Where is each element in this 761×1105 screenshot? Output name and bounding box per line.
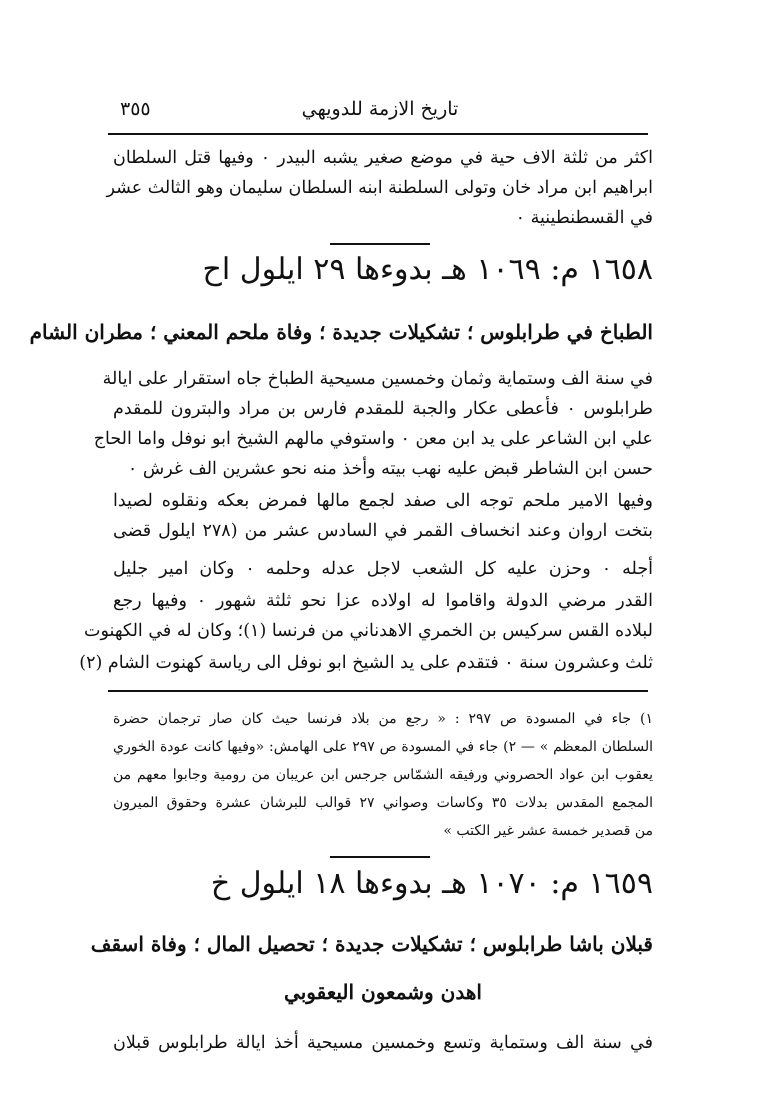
paragraph-line: أجله ٠ وحزن عليه كل الشعب لاجل عدله وحلمه ٠ وكان امير جليل	[113, 559, 653, 579]
section-divider	[330, 243, 430, 245]
section-divider	[330, 856, 430, 858]
paragraph-line: في سنة الف وستماية وثمان وخمسين مسيحية الطباخ جاه استقرار على ايالة	[102, 369, 653, 389]
footnote-line: من قصدير خمسة عشر غير الكتب »	[443, 823, 653, 839]
footnote-line: السلطان المعظم » — ٢) جاء في المسودة ص ٢٩٧ على الهامش: «وفيها كانت عودة الخوري	[113, 739, 654, 755]
paragraph-line: ابراهيم ابن مراد خان وتولى السلطنة ابنه السلطان سليمان وهو الثالث عشر	[106, 178, 653, 198]
paragraph-line: في سنة الف وستماية وتسع وخمسين مسيحية أخذ ايالة طرابلوس قبلان	[113, 1033, 653, 1053]
paragraph-line: حسن ابن الشاطر قبض عليه نهب بيته وأخذ منه نحو عشرين الف غرش ٠	[127, 459, 653, 479]
section-subheading: اهدن وشمعون اليعقوبي	[284, 980, 482, 1004]
footnote-line: المجمع المقدس بدلات ٣٥ وكاسات وصواني ٢٧ قوالب للبرشان عشرة وحقوق الميرون	[113, 795, 653, 811]
section-subheading: الطباخ في طرابلوس ؛ تشكيلات جديدة ؛ وفاة ملحم المعني ؛ مطران الشام	[29, 320, 653, 344]
paragraph-line: القدر مرضي الدولة واقاموا له اولاده عزا نحو ثلثة شهور ٠ وفيها رجع	[113, 591, 653, 611]
year-heading: ١٦٥٩ م: ١٠٧٠ هـ بدوءها ١٨ ايلول خ	[210, 866, 653, 901]
section-subheading: قبلان باشا طرابلوس ؛ تشكيلات جديدة ؛ تحصيل المال ؛ وفاة اسقف	[90, 932, 653, 956]
year-heading: ١٦٥٨ م: ١٠٦٩ هـ بدوءها ٢٩ ايلول اح	[202, 252, 653, 287]
page-number: ٣٥٥	[120, 98, 151, 120]
paragraph-line: علي ابن الشاعر على يد ابن معن ٠ واستوفي مالهم الشيخ ابو نوفل واما الحاج	[93, 429, 653, 449]
running-title: تاريخ الازمة للدويهي	[301, 98, 459, 120]
paragraph-line: بتخت اروان وعند انخساف القمر في السادس عشر من (٢٧٨ ايلول قضى	[113, 521, 653, 541]
paragraph-line: طرابلوس ٠ فأعطى عكار والجبة للمقدم فارس بن مراد والبترون للمقدم	[113, 399, 653, 419]
footnote-rule	[108, 690, 648, 692]
footnote-line: ١) جاء في المسودة ص ٢٩٧ : « رجع من بلاد فرنسا حيث كان صار ترجمان حضرة	[113, 711, 653, 727]
paragraph-line: اكثر من ثلثة الاف حية في موضع صغير يشبه البيدر ٠ وفيها قتل السلطان	[113, 148, 653, 168]
paragraph-line: في القسطنطينية ٠	[515, 208, 653, 228]
paragraph-line: ثلث وعشرون سنة ٠ فتقدم على يد الشيخ ابو نوفل الى رياسة كهنوت الشام (٢)	[79, 653, 653, 673]
paragraph-line: وفيها الامير ملحم توجه الى صفد لجمع مالها فمرض بعكه ونقلوه لصيدا	[113, 491, 653, 511]
footnote-line: يعقوب ابن عواد الحصروني ورفيقه الشمّاس جرجس ابن عريبان من رومية وجابوا معهم من	[113, 767, 653, 783]
header-rule	[108, 133, 648, 135]
paragraph-line: لبلاده القس سركيس بن الخمري الاهدناني من فرنسا (١)؛ وكان له في الكهنوت	[84, 621, 653, 641]
